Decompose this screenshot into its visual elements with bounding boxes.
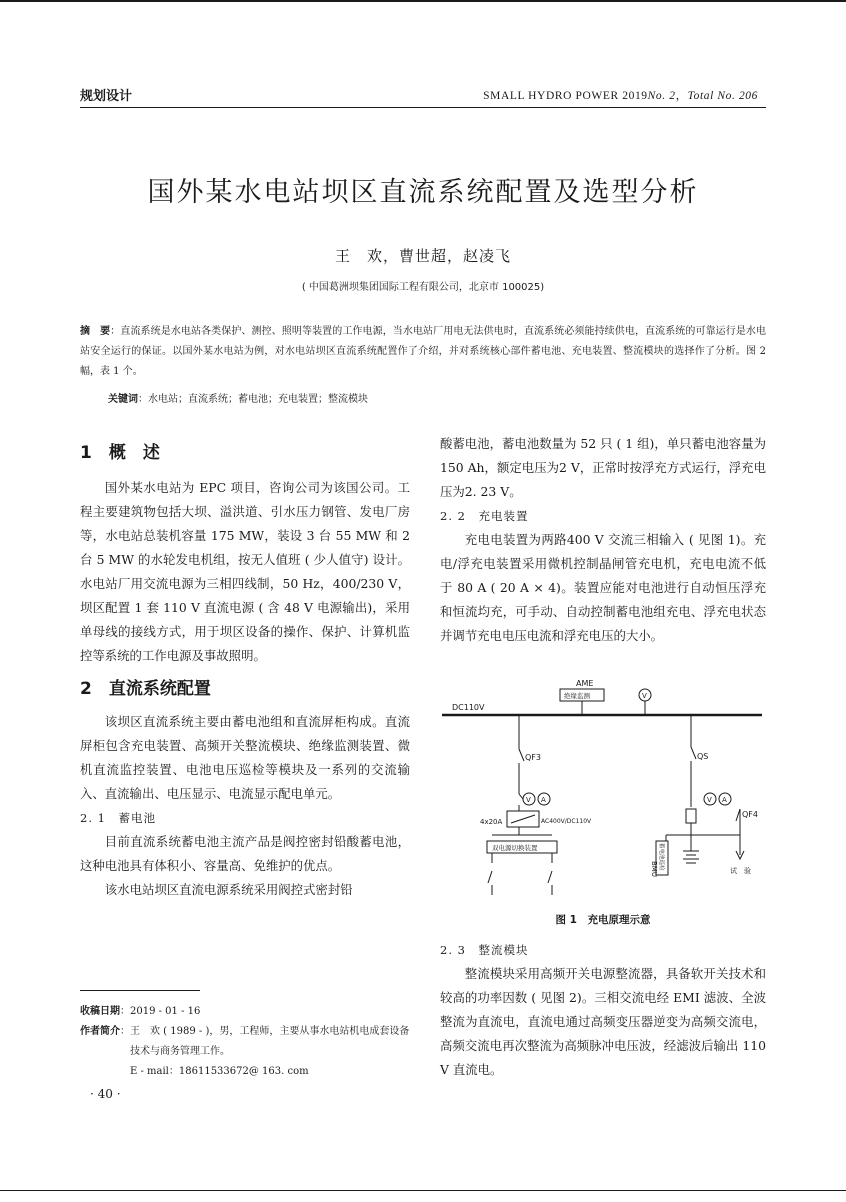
journal-name: SMALL HYDRO POWER 2019	[483, 90, 648, 102]
journal-header: SMALL HYDRO POWER 2019No. 2，Total No. 206	[483, 90, 758, 102]
bus-v-label: V	[642, 692, 647, 700]
qf3-switch	[519, 749, 524, 761]
switcher-label: 双电源切换装置	[492, 844, 538, 852]
section-1-title: 1 概 述	[80, 443, 160, 463]
module-label: 4x20A	[480, 818, 503, 826]
page-title: 国外某水电站坝区直流系统配置及选型分析	[147, 177, 699, 208]
right-column-bottom	[440, 938, 766, 1082]
abstract: 摘 要：直流系统是水电站各类保护、测控、照明等装置的工作电源，当水电站厂用电无法供电时，直流系统必须能持续供电，直流系统的可靠运行是水电站安全运行的保证。以国外某水电站为例，对水电站坝区直流系统配置作了介绍，并对系统核心部件蓄电池、充电装置、整流模块的选择作了分析。图 2 幅，表 1 个。	[80, 326, 767, 377]
keywords-text: 水电站；直流系统；蓄电池；充电装置；整流模块	[148, 394, 368, 405]
footnote	[80, 1002, 416, 1082]
section-label: 规划设计	[80, 89, 133, 104]
section-2-1-body-2: 该水电站坝区直流电源系统采用阀控式密封铅	[104, 882, 353, 897]
section-2-1-body: 目前直流系统蓄电池主流产品是阀控密封铅酸蓄电池，这种电池具有体积小、容量高、免维护的优点。	[80, 834, 410, 873]
affiliation: ( 中国葛洲坝集团国际工程有限公司，北京市 100025)	[301, 282, 545, 293]
top-border	[0, 0, 846, 2]
footnote-rule	[80, 990, 200, 991]
insulation-label: 绝缘监测	[564, 692, 590, 700]
abstract-label: 摘 要	[80, 326, 111, 337]
total-number: Total No. 206	[687, 90, 758, 102]
a-label-right: A	[722, 796, 727, 804]
converter-label: AC400V/DC110V	[541, 818, 592, 825]
received-date: 收稿日期：2019 - 01 - 16	[80, 1006, 201, 1017]
v-label-right: V	[707, 796, 712, 804]
right-column-top	[440, 432, 766, 648]
authors: 王 欢，曹世超，赵凌飞	[334, 247, 511, 265]
bus-label: DC110V	[452, 703, 485, 712]
ame-label: AME	[576, 679, 594, 688]
battery-monitor-label: 蓄电池巡检	[658, 843, 664, 871]
qs-switch	[691, 747, 696, 759]
charging-diagram	[440, 675, 766, 907]
section-2-3-title: 2. 3 整流模块	[440, 943, 529, 957]
author-email: E - mail：18611533672@ 163. com	[130, 1066, 309, 1077]
test-label: 试 验	[730, 867, 751, 875]
a-label-left: A	[541, 796, 546, 804]
keywords: 关键词：水电站；直流系统；蓄电池；充电装置；整流模块	[108, 394, 368, 405]
section-2-2-body: 充电电装置为两路400 V 交流三相输入 ( 见图 1)。充电/浮充电装置采用微机控制晶闸管充电机，充电电流不低于 80 A ( 20 A × 4)。装置应能对电池进行自动恒压浮充和恒流均充，可手动、自动控制蓄电池组充电、浮充电状态并调节充电电压电流和浮充电压的大小。	[440, 532, 766, 643]
section-1-body: 国外某水电站为 EPC 项目，咨询公司为该国公司。工程主要建筑物包括大坝、溢洪道、引水压力钢管、发电厂房等，水电站总装机容量 175 MW，装设 3 台 55 MW 和 2 台 5 MW 的水轮发电机组，按无人值班 ( 少人值守) 设计。水电站厂用交流电源为三相四线制，50 Hz，400/230 V，坝区配置 1 套 110 V 直流电源 ( 含 48 V 电源输出)，采用单母线的接线方式，用于坝区设备的操作、保护、计算机监控等系统的工作电源及事故照明。	[80, 480, 410, 663]
section-2-title: 2 直流系统配置	[80, 679, 211, 699]
fuse	[686, 809, 696, 823]
section-2-1-title: 2. 1 蓄电池	[80, 811, 156, 825]
page-number: · 40 ·	[90, 1087, 121, 1101]
qf3-label: QF3	[525, 753, 541, 762]
section-2-2-title: 2. 2 充电装置	[440, 509, 529, 523]
abstract-text: 直流系统是水电站各类保护、测控、照明等装置的工作电源，当水电站厂用电无法供电时，直流系统必须能持续供电，直流系统的可靠运行是水电站安全运行的保证。以国外某水电站为例，对水电站坝区直流系统配置作了介绍，并对系统核心部件蓄电池、充电装置、整流模块的选择作了分析。图 2 幅，表 1 个。	[80, 326, 767, 377]
qf4-label: QF4	[742, 810, 758, 819]
header-rule	[80, 107, 766, 108]
left-column	[80, 438, 410, 902]
author-bio: 作者简介 ： 王 欢 ( 1989 - )，男，工程师，主要从事水电站机电成套设备技术与商务管理工作。 E - mail：18611533672@ 163. com	[80, 1022, 416, 1082]
qf4-switch	[736, 809, 740, 821]
bmu-label: BMU	[650, 861, 658, 877]
bottom-border	[0, 1190, 846, 1191]
issue-number: No. 2	[647, 90, 676, 102]
figure-caption: 图 1 充电原理示意	[555, 914, 651, 926]
section-2-body: 该坝区直流系统主要由蓄电池组和直流屏柜构成。直流屏柜包含充电装置、高频开关整流模块、绝缘监测装置、微机直流监控装置、电池电压巡检等模块及一系列的交流输入、直流输出、电压显示、电流显示配电单元。	[80, 714, 410, 801]
qs-label: QS	[697, 752, 709, 761]
author-bio-text: 王 欢 ( 1989 - )，男，工程师，主要从事水电站机电成套设备技术与商务管理工作。	[130, 1026, 410, 1057]
battery-continued: 酸蓄电池，蓄电池数量为 52 只 ( 1 组)，单只蓄电池容量为150 Ah，额定电压为2 V，正常时按浮充方式运行，浮充电压为2. 23 V。	[440, 436, 766, 499]
keywords-label: 关键词	[108, 394, 138, 405]
v-label-left: V	[526, 796, 531, 804]
section-2-3-body: 整流模块采用高频开关电源整流器，具备软开关技术和较高的功率因数 ( 见图 2)。三相交流电经 EMI 滤波、全波整流为直流电，直流电通过高频变压器逆变为高频交流电，高频交流电再次整流为高频脉冲电压波，经滤波后输出 110 V 直流电。	[440, 966, 766, 1077]
